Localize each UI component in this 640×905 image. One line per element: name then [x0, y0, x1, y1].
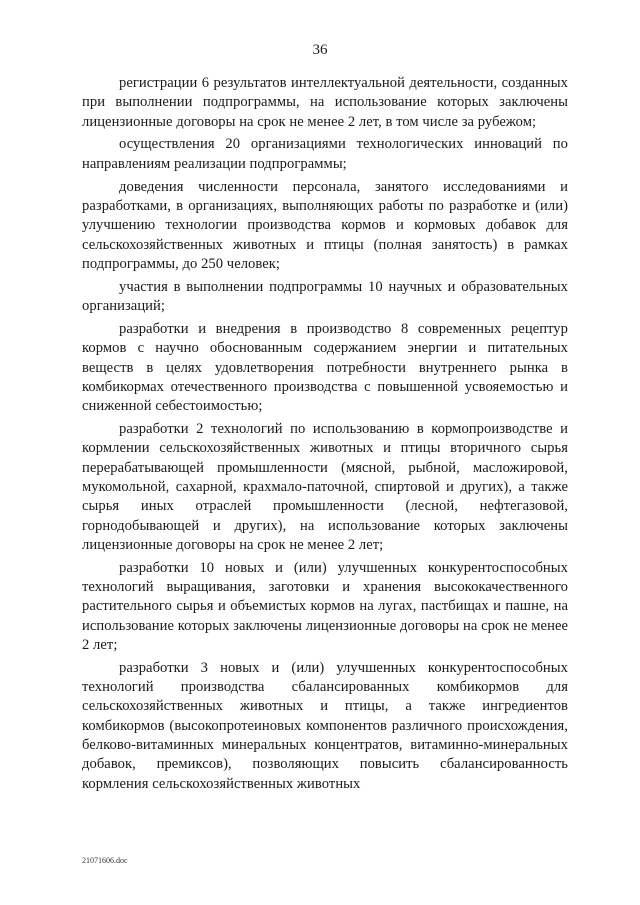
- page-number: 36: [312, 42, 328, 58]
- paragraph: осуществления 20 организациями технологических инноваций по направлениям реализации подпрограммы;: [82, 136, 568, 172]
- paragraph: разработки 2 технологий по использованию в кормопроизводстве и кормлении сельскохозяйственных животных и птицы вторичного сырья перерабатывающей промышленности (мясной, рыбной, масложировой, мукомольной, сахарной, крахмало-паточной, спиртовой и других), а также сырья иных отраслей промышленности (лесной, нефтегазовой, горнодобывающей и других), на использование которых заключены лицензионные договоры на срок не менее 2 лет;: [82, 421, 568, 553]
- paragraph: регистрации 6 результатов интеллектуальной деятельности, созданных при выполнении подпрограммы, на использование которых заключены лицензионные договоры на срок не менее 2 лет, в том числе за рубежом;: [82, 75, 568, 130]
- paragraph: участия в выполнении подпрограммы 10 научных и образовательных организаций;: [82, 278, 568, 315]
- paragraph: разработки и внедрения в производство 8 современных рецептур кормов с научно обоснованным содержанием энергии и питательных веществ в целях удовлетворения потребности внутреннего рынка в комбикормах отечественного производства с повышенной усвояемостью и сниженной себестоимостью;: [82, 320, 568, 415]
- paragraph: разработки 3 новых и (или) улучшенных конкурентоспособных технологий производства сбалансированных комбикормов для сельскохозяйственных животных и птицы, а также ингредиентов комбикормов (высокопротеиновых компонентов различного происхождения, белково-витаминных минеральных концентратов, витаминно-минеральных добавок, премиксов), позволяющих повысить сбалансированность кормления сельскохозяйственных животных: [82, 659, 568, 792]
- paragraph: доведения численности персонала, занятого исследованиями и разработками, в организациях, выполняющих работы по разработке и (или) улучшению технологии производства кормов и кормовых добавок для сельскохозяйственных животных и птицы (полная занятость) в рамках подпрограммы, до 250 человек;: [82, 178, 568, 272]
- file-name-footer: 21071606.doc: [82, 856, 128, 865]
- paragraph: разработки 10 новых и (или) улучшенных конкурентоспособных технологий выращивания, заготовки и хранения высококачественного растительного сырья и объемистых кормов на лугах, пастбищах и пашне, на использование которых заключены лицензионные договоры на срок не менее 2 лет;: [82, 559, 568, 653]
- document-body: [82, 74, 568, 797]
